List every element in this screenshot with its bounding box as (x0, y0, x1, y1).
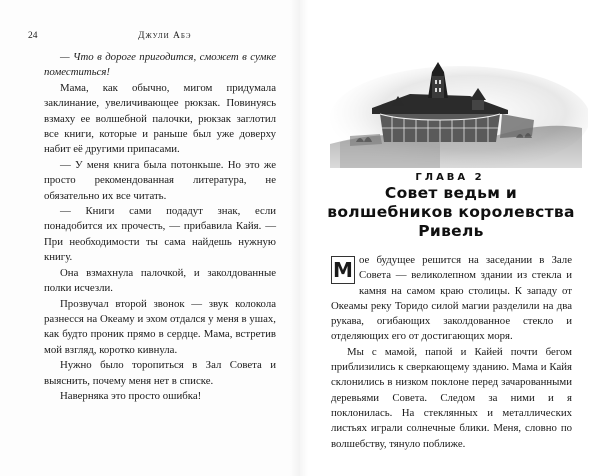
paragraph: — Что в дороге пригодится, сможет в сумке поместиться! (44, 51, 276, 79)
paragraph: Мы с мамой, папой и Кайей почти бегом приблизились к сверкающему зданию. Мама и Кайя склонились в низком поклоне перед зачарованными деревьями Совета. Следом за ними и я поклонилась. На стеклянных и металлических листьях играли солнечные блики. Меня, словно по волшебству, тянуло поближе. (331, 345, 572, 450)
paragraph: Наверняка это просто ошибка! (60, 389, 202, 402)
chapter-label: ГЛАВА 2 (415, 172, 485, 183)
author-name: Джули Абэ (138, 31, 192, 41)
paragraph-text: ое будущее решится на заседании в Зале Совета — великолепном здании из стекла и камня на самом краю столицы. К западу от Океамы реку Торидо силой магии разделили на два рукава, огибающих заколдованное стекло и отделяющих его от достигающих моря. (331, 254, 572, 343)
paragraph: Она взмахнула палочкой, и заколдованные полки исчезли. (44, 266, 276, 295)
running-head (28, 31, 272, 43)
paragraph (331, 253, 572, 345)
paragraph: Прозвучал второй звонок — звук колокола разнесся на Океаму и эхом отдался у меня в ушах, как будто проник прямо в сердце. Мама, встретив мой взгляд, коротко кивнула. (44, 297, 276, 356)
castle-illustration (320, 58, 588, 168)
drop-cap: М (331, 256, 355, 284)
chapter-title: Совет ведьм и волшебников королевства Ривель (327, 184, 575, 240)
left-body-text (44, 50, 276, 404)
paragraph: Нужно было торопиться в Зал Совета и выяснить, почему меня нет в списке. (44, 359, 276, 387)
paragraph: — У меня книга была потонкьше. Но это же просто рекомендованная литература, не обязательно их все читать. (44, 158, 276, 202)
paragraph: Мама, как обычно, мигом придумала заклинание, увеличивающее рюкзак. Повинуясь взмаху ее волшебной палочки, рюкзак заглотил все книги, которые и раньше был уже доверху набит её другими припасами. (44, 81, 276, 156)
paragraph: — Книги сами подадут знак, если понадобится их прочесть, — прибавила Кайя. — При необходимости ты сама найдешь нужную книгу. (44, 205, 276, 264)
page-number: 24 (28, 31, 38, 41)
right-body-text (331, 253, 572, 452)
